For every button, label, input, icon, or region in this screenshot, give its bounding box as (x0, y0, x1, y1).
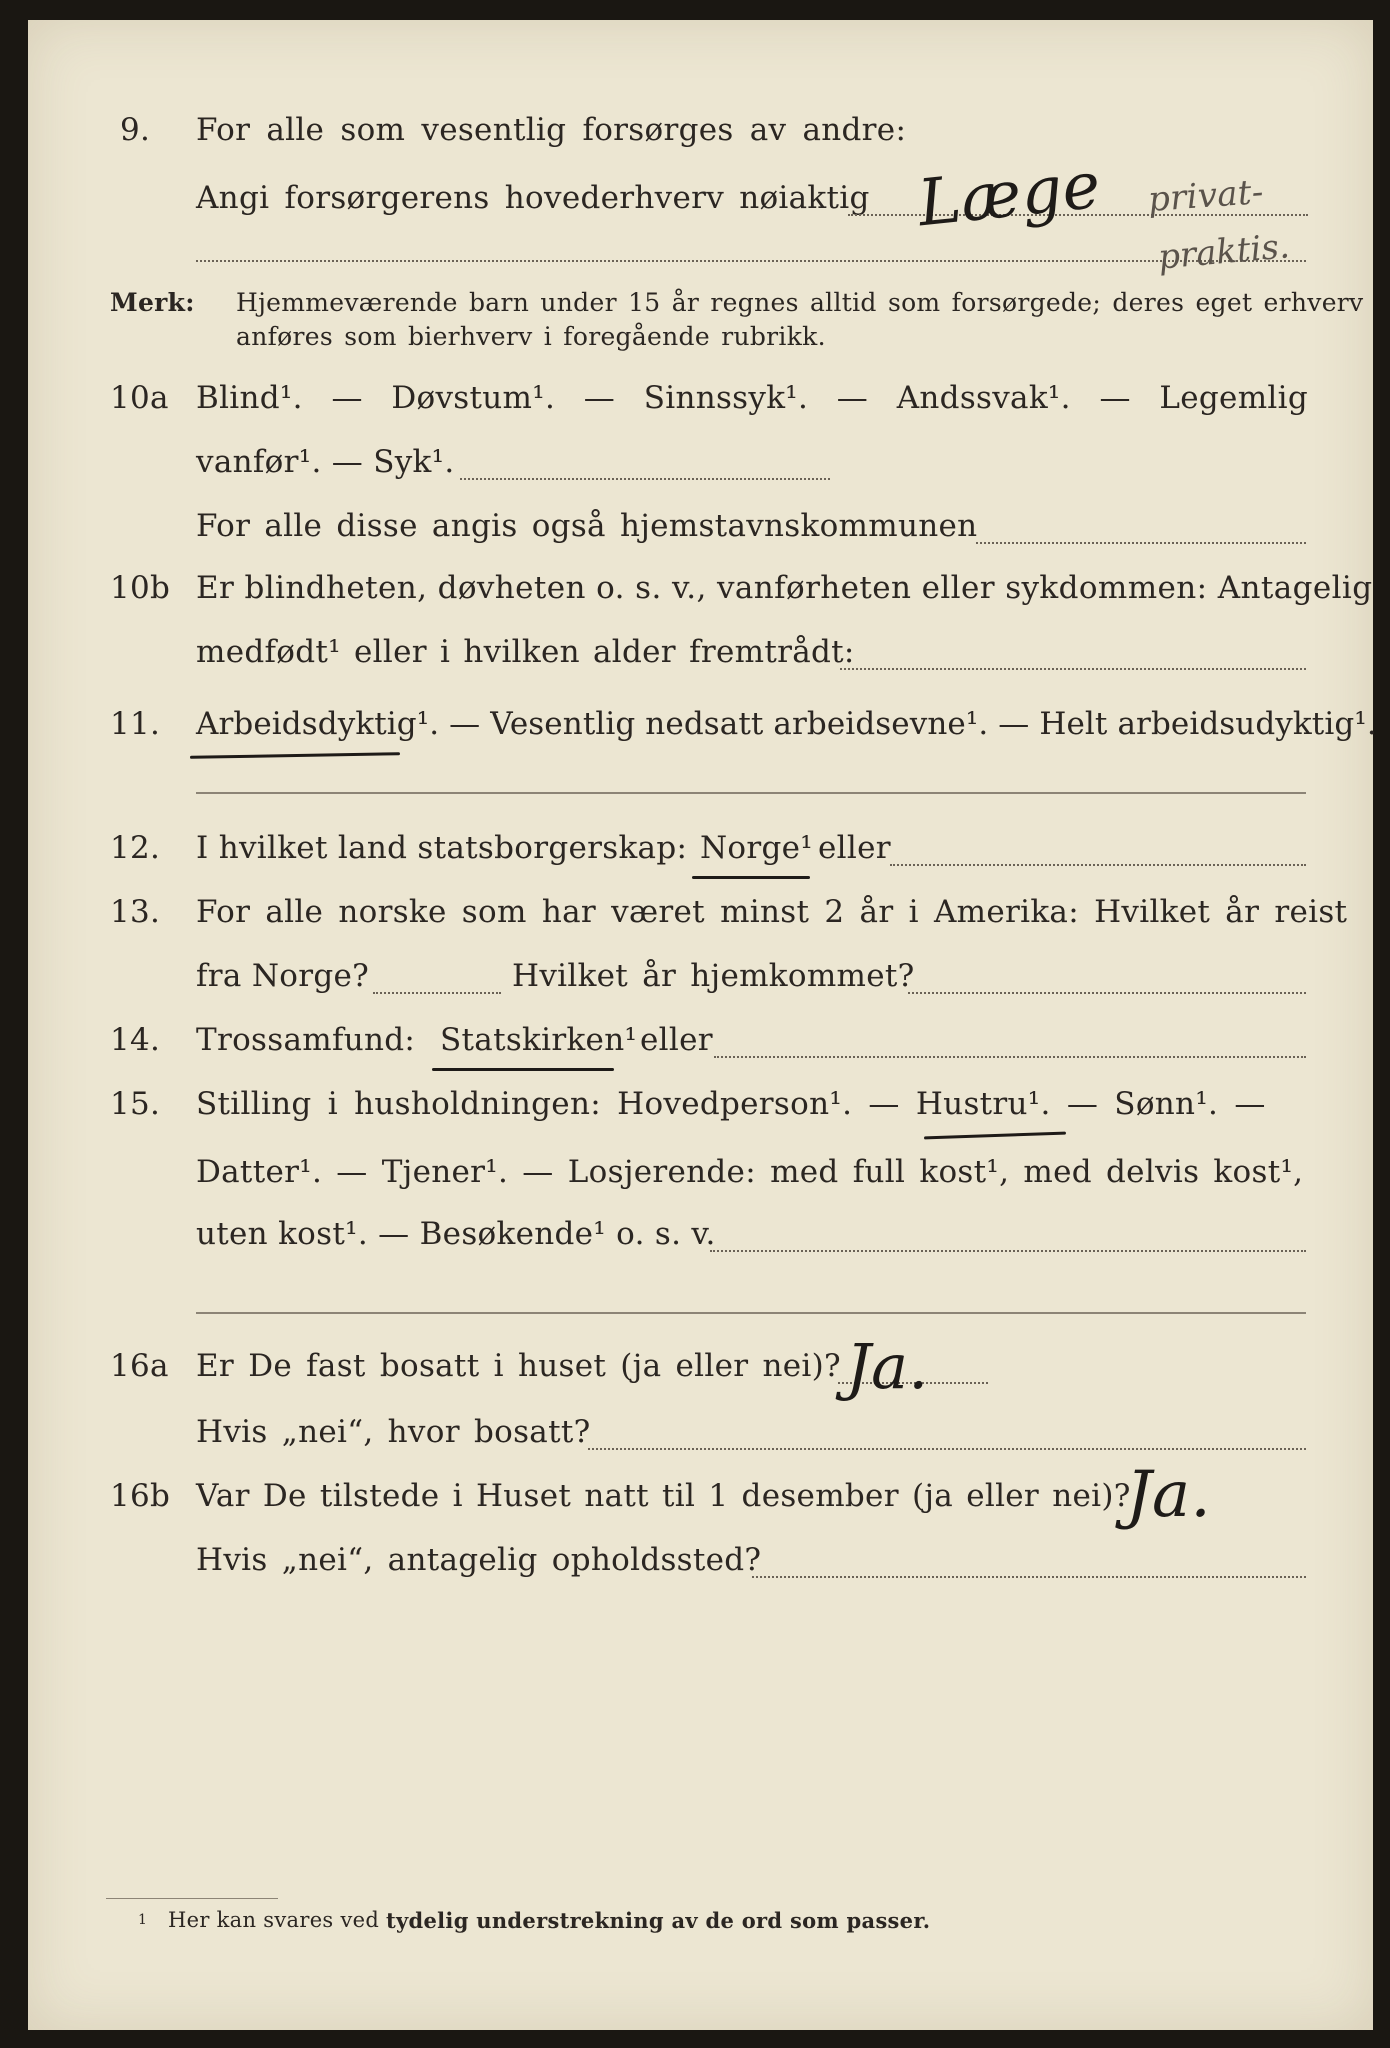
q14-number: 14. (110, 1022, 161, 1058)
q12-line1 (28, 830, 1373, 890)
footnote-text-a: Her kan svares ved (168, 1908, 380, 1932)
q12-number: 12. (110, 830, 161, 866)
q15-text3: uten kost¹. — Besøkende¹ o. s. v. (196, 1216, 716, 1252)
q10b-line1 (28, 570, 1373, 630)
q13-hjemkommet-line (908, 992, 1306, 994)
q16a-text1: Er De fast bosatt i huset (ja eller nei)? (196, 1348, 841, 1384)
q16a-handwritten-answer: Ja. (846, 1330, 929, 1403)
q10a-answer-line (460, 478, 830, 480)
q16b-text2: Hvis „nei“, antagelig opholdssted? (196, 1542, 762, 1578)
merk-text2: anføres som bierhverv i foregående rubrikk. (236, 322, 826, 351)
q10a-text3: For alle disse angis også hjemstavnskommunen (196, 508, 978, 544)
q11-number: 11. (110, 706, 161, 742)
q14-line1 (28, 1022, 1373, 1082)
q16b-opholdssted-line (752, 1576, 1306, 1578)
q14-suffix: eller (640, 1022, 713, 1058)
q10a-opt-2: Døvstum¹. (391, 380, 556, 416)
q16b-handwritten-answer: Ja. (1126, 1458, 1212, 1532)
q9-handwritten-answer-3: praktis. (1156, 226, 1292, 278)
q12-answer-line (890, 864, 1306, 866)
q10a-kommune-line (976, 542, 1306, 544)
footnote-text-b: tydelig understrekning av de ord som passer. (386, 1908, 931, 1933)
q13-number: 13. (110, 894, 161, 930)
q16b-line1 (28, 1458, 1373, 1538)
q10a-opt-3: Sinnssyk¹. (643, 380, 809, 416)
q10a-opt-5: Legemlig (1159, 380, 1308, 416)
footnote-mark: 1 (138, 1912, 148, 1928)
q9-text2: Angi forsørgerens hovederhverv nøiaktig (196, 180, 870, 216)
q9-number: 9. (120, 112, 151, 148)
q10a-options (196, 380, 1308, 416)
q9-line2 (28, 148, 1373, 242)
q13-line2 (28, 958, 1373, 1018)
q15-line2 (28, 1154, 1373, 1214)
merk-label: Merk: (110, 288, 195, 317)
q13-text2b: Hvilket år hjemkommet? (512, 958, 915, 994)
q10a-dash-1: — (331, 380, 363, 416)
q10b-text1: Er blindheten, døvheten o. s. v., vanførheten eller sykdommen: Antagelig (196, 570, 1373, 606)
merk-text1: Hjemmeværende barn under 15 år regnes alltid som forsørgede; deres eget erhverv (236, 288, 1364, 317)
q15-answer-line-2 (196, 1312, 1306, 1314)
q10a-dash-2: — (583, 380, 616, 416)
q9-handwritten-answer-2: privat- (1146, 172, 1265, 220)
q15-line3 (28, 1216, 1373, 1276)
q15-text1: Stilling i husholdningen: Hovedperson¹. — Hustru¹. — Sønn¹. — (196, 1086, 1266, 1122)
q14-answer-underline (432, 1068, 614, 1071)
q10b-line2 (28, 634, 1373, 694)
q14-prefix: Trossamfund: (196, 1022, 416, 1058)
q9-handwritten-answer: Læge (914, 148, 1105, 242)
q16b-text1: Var De tilstede i Huset natt til 1 desember (ja eller nei)? (196, 1478, 1131, 1514)
q10a-opt-4: Andssvak¹. (896, 380, 1071, 416)
q12-suffix: eller (818, 830, 891, 866)
q10b-answer-line (840, 668, 1306, 670)
q11-text1: Arbeidsdyktig¹. — Vesentlig nedsatt arbeidsevne¹. — Helt arbeidsudyktig¹. (196, 706, 1377, 742)
merk-line2 (28, 322, 1373, 382)
q10a-text2: vanfør¹. — Syk¹. (196, 444, 455, 480)
q16a-line1 (28, 1330, 1373, 1408)
q14-answer-line (714, 1056, 1306, 1058)
q15-line1 (28, 1086, 1373, 1146)
q12-prefix: I hvilket land statsborgerskap: (196, 830, 688, 866)
footnote-rule (106, 1898, 278, 1899)
q10a-opt-1: Blind¹. (196, 380, 303, 416)
footnote (28, 1908, 1373, 1968)
q11-answer-line (196, 792, 1306, 794)
q10a-line2 (28, 444, 1373, 504)
q9-answer-line-2 (196, 260, 1306, 262)
q13-reist-line (373, 992, 501, 994)
q15-text2: Datter¹. — Tjener¹. — Losjerende: med full kost¹, med delvis kost¹, (196, 1154, 1304, 1190)
q15-number: 15. (110, 1086, 161, 1122)
q16b-line2 (28, 1542, 1373, 1602)
q12-answer-underline (692, 876, 810, 879)
q12-norge: Norge¹ (700, 830, 814, 866)
q16a-bosatt-line (588, 1448, 1306, 1450)
q10b-number: 10b (110, 570, 171, 606)
q10a-dash-3: — (836, 380, 869, 416)
q16a-text2: Hvis „nei“, hvor bosatt? (196, 1414, 591, 1450)
q13-text1: For alle norske som har været minst 2 år i Amerika: Hvilket år reist (196, 894, 1348, 930)
q10a-dash-4: — (1099, 380, 1131, 416)
q9-line1 (28, 112, 1373, 172)
q16b-number: 16b (110, 1478, 171, 1514)
q14-statskirken: Statskirken¹ (440, 1022, 638, 1058)
q13-text2a: fra Norge? (196, 958, 370, 994)
q10a-line1 (28, 380, 1373, 440)
census-form-page (28, 20, 1377, 2030)
q16a-number: 16a (110, 1348, 169, 1384)
q13-line1 (28, 894, 1373, 954)
q10b-text2: medfødt¹ eller i hvilken alder fremtrådt: (196, 634, 855, 670)
q9-text1: For alle som vesentlig forsørges av andre: (196, 112, 907, 148)
q10a-number: 10a (110, 380, 169, 416)
q15-answer-line (710, 1250, 1306, 1252)
q10a-line3 (28, 508, 1373, 568)
